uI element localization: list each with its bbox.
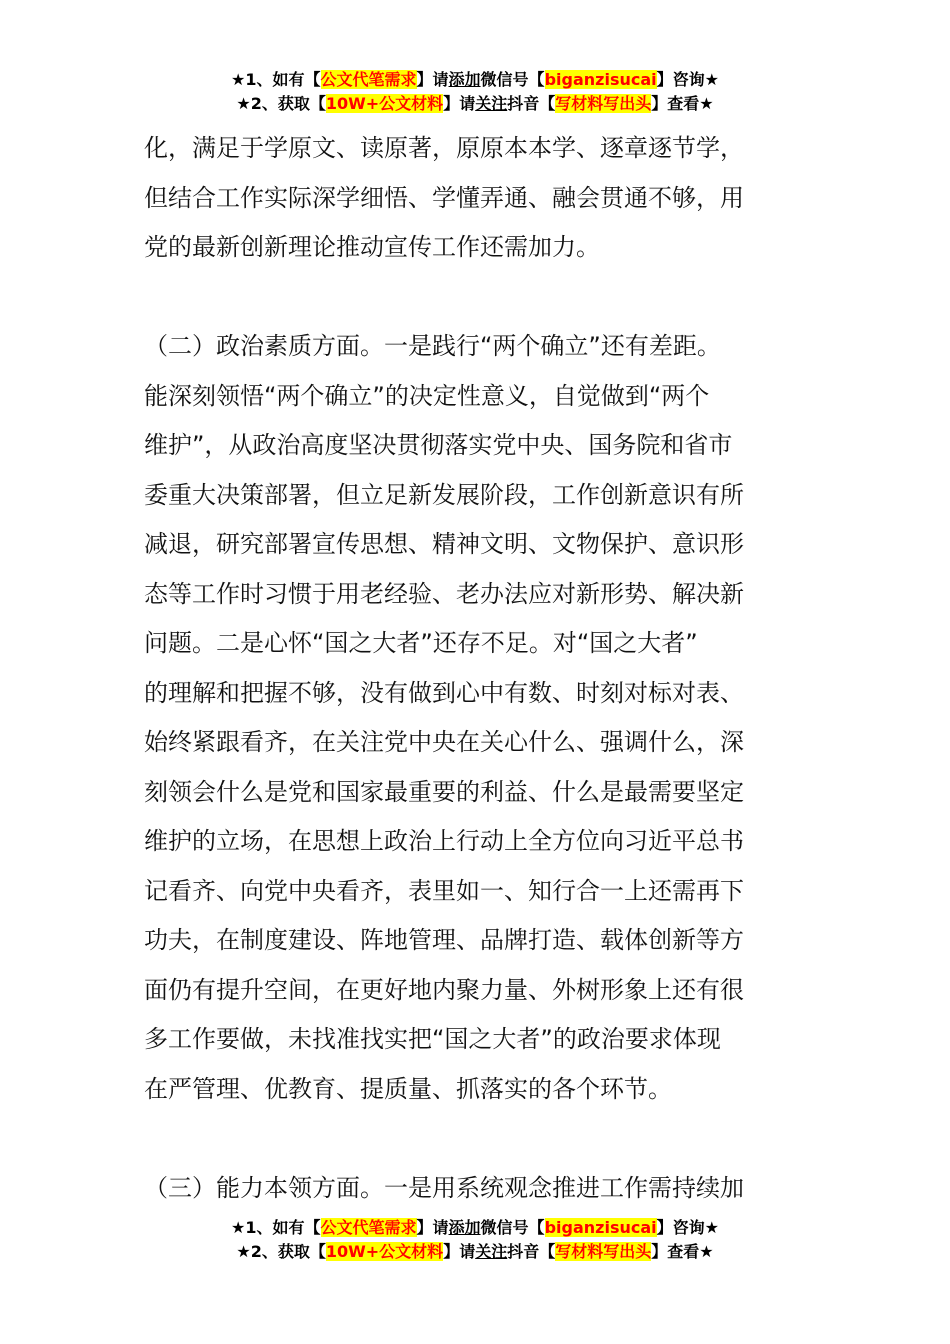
text-line: 党的最新创新理论推动宣传工作还需加力。: [144, 233, 600, 261]
text-line: 态等工作时习惯于用老经验、老办法应对新形势、解决新: [144, 579, 744, 608]
text-line: 功夫，在制度建设、阵地管理、品牌打造、载体创新等方: [144, 926, 744, 954]
text-line: 面仍有提升空间，在更好地内聚力量、外树形象上还有很: [144, 975, 744, 1004]
text-line: 减退，研究部署宣传思想、精神文明、文物保护、意识形: [144, 530, 744, 558]
header-banner: [0, 68, 950, 116]
text-line: （三）能力本领方面。一是用系统观念推进工作需持续加: [144, 1173, 744, 1202]
banner-highlight: 10W+公文材料: [325, 94, 444, 113]
text-line: 委重大决策部署，但立足新发展阶段，工作创新意识有所: [144, 480, 744, 509]
banner-highlight: 写材料写出头: [555, 94, 652, 113]
banner-underline: 关注: [475, 94, 508, 113]
banner-highlight: biganzisucai: [544, 70, 657, 89]
banner-highlight: 公文代笔需求: [320, 1218, 417, 1237]
banner-underline: 添加: [448, 70, 481, 89]
text-line: 能深刻领悟“两个确立”的决定性意义，自觉做到“两个: [144, 381, 710, 410]
text-line: 始终紧跟看齐，在关注党中央在关心什么、强调什么，深: [144, 728, 744, 756]
paragraph-gap: [144, 273, 808, 323]
text-line: 在严管理、优教育、提质量、抓落实的各个环节。: [144, 1074, 672, 1103]
banner-highlight: 公文代笔需求: [320, 70, 417, 89]
paragraph-gap: [144, 1114, 808, 1164]
footer-banner: [0, 1216, 950, 1264]
banner-underline: 添加: [448, 1218, 481, 1237]
banner-highlight: 10W+公文材料: [325, 1242, 444, 1261]
banner-line-1: ★1、如有【公文代笔需求】请添加微信号【biganzisucai】咨询★: [231, 1218, 719, 1237]
banner-line-1: ★1、如有【公文代笔需求】请添加微信号【biganzisucai】咨询★: [231, 70, 719, 89]
text-line: 记看齐、向党中央看齐，表里如一、知行合一上还需再下: [144, 876, 744, 905]
banner-line-2: ★2、获取【10W+公文材料】请关注抖音【写材料写出头】查看★: [236, 94, 714, 113]
banner-highlight: 写材料写出头: [555, 1242, 652, 1261]
document-body: [144, 124, 808, 1213]
paragraph-1: [144, 124, 808, 273]
banner-line-2: ★2、获取【10W+公文材料】请关注抖音【写材料写出头】查看★: [236, 1242, 714, 1261]
banner-underline: 关注: [475, 1242, 508, 1261]
text-line: （二）政治素质方面。一是践行“两个确立”还有差距。: [144, 332, 721, 360]
paragraph-2: [144, 322, 808, 1114]
text-line: 维护的立场，在思想上政治上行动上全方位向习近平总书: [144, 827, 744, 855]
text-line: 维护”，从政治高度坚决贯彻落实党中央、国务院和省市: [144, 431, 733, 459]
text-line: 刻领会什么是党和国家最重要的利益、什么是最需要坚定: [144, 777, 744, 806]
text-line: 问题。二是心怀“国之大者”还存不足。对“国之大者”: [144, 629, 698, 657]
text-line: 但结合工作实际深学细悟、学懂弄通、融会贯通不够，用: [144, 183, 744, 212]
text-line: 化，满足于学原文、读原著，原原本本学、逐章逐节学，: [144, 134, 744, 162]
paragraph-3: [144, 1164, 808, 1214]
text-line: 的理解和把握不够，没有做到心中有数、时刻对标对表、: [144, 678, 744, 707]
banner-highlight: biganzisucai: [544, 1218, 657, 1237]
text-line: 多工作要做，未找准找实把“国之大者”的政治要求体现: [144, 1025, 721, 1053]
